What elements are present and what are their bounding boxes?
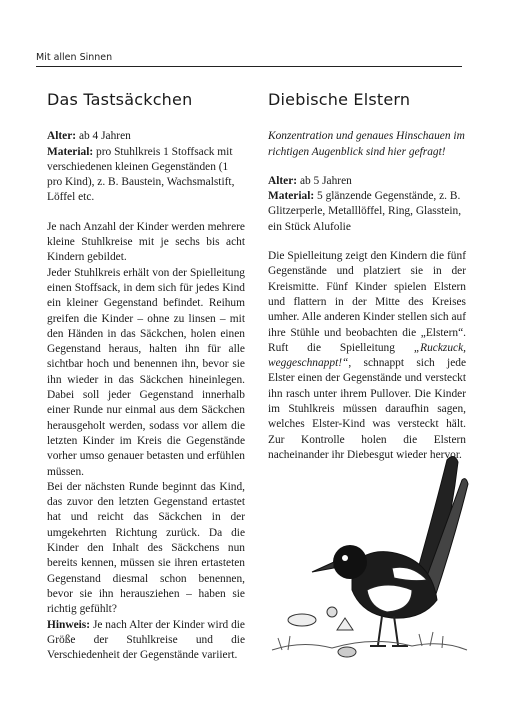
material-label: Material: <box>47 145 94 158</box>
age-line <box>47 129 245 144</box>
age-label: Alter: <box>268 174 298 187</box>
hint-value: Je nach Alter der Kinder wird die Größe der Stuhlkreise und die Verschiedenheit der Gegenstände variiert. <box>47 618 245 662</box>
game-title-elstern: Diebische Elstern <box>268 90 411 109</box>
paragraph-2: Jeder Stuhlkreis erhält von der Spielleitung einen Stoffsack, in dem sich für jedes Kind ein kleiner Gegenstand befindet. Reihum greifen die Kinder – ohne zu linsen – mit den Händen in das Säckchen, holen einen Gegenstand heraus, halten ihn für alle sichtbar hoch und benennen ihn, bevor sie ihn wieder in das Säckchen hineinlegen. Dabei soll jeder Gegenstand innerhalb einer Runde nur einmal aus dem Säckchen herausgeholt werden, sodass vor allem die letzten Kinder im Kreis die Gegenstände vorher umso genauer betasten und erfühlen müssen. <box>47 266 245 478</box>
material-line <box>47 145 245 206</box>
paragraph-1-b: , schnappt sich jede Elster einen der Gegenstände und versteckt ihn rasch unter ihrem Pullover. Die Kinder im Stuhlkreis müssen daraufhin sagen, welches Elster-Kind was versteckt hält. Zur Kontrolle holen die Elstern nacheinander ihr Diebesgut wieder hervor. <box>268 357 466 461</box>
hint-line <box>47 618 245 664</box>
intro-text: Konzentration und genaues Hinschauen im richtigen Augenblick sind hier gefragt! <box>268 130 465 158</box>
material-value: pro Stuhlkreis 1 Stoffsack mit verschiedenen kleinen Gegenständen (1 pro Kind), z. B. Baustein, Wachsmalstift, Löffel etc. <box>47 145 235 204</box>
material-label: Material: <box>268 190 315 203</box>
left-column <box>47 92 245 663</box>
paragraph-1: Je nach Anzahl der Kinder werden mehrere kleine Stuhlkreise mit je sechs bis acht Kindern gebildet. <box>47 220 245 264</box>
right-column <box>268 92 466 463</box>
age-value: ab 4 Jahren <box>78 130 131 143</box>
paragraph-1-a: Die Spielleitung zeigt den Kindern die fünf Gegenstände und platziert sie in der Kreismitte. Fünf Kinder spielen Elstern und flattern in der Mitte des Kreises umher. Alle anderen Kinder stellen sich auf ihre Stühle und beobachten die „Elstern“. Ruft die Spielleitung <box>268 250 466 354</box>
age-value: ab 5 Jahren <box>299 174 352 187</box>
header-rule <box>36 66 462 67</box>
age-label: Alter: <box>47 130 77 143</box>
magpie-illustration <box>262 440 472 680</box>
material-value: 5 glänzende Gegenstände, z. B. Glitzerperle, Metalllöffel, Ring, Glasstein, ein Stück Alufolie <box>268 190 462 233</box>
game-title-tastsaeckchen: Das Tastsäckchen <box>47 90 193 109</box>
material-line <box>268 189 466 235</box>
age-line <box>268 174 466 189</box>
running-header: Mit allen Sinnen <box>36 52 113 63</box>
paragraph-1 <box>268 249 466 463</box>
hint-label: Hinweis: <box>47 618 91 631</box>
paragraph-3: Bei der nächsten Runde beginnt das Kind, das zuvor den letzten Gegenstand ertastet hat und reicht das Säckchen in der umgekehrten Richtung zurück. Da die Kinder den Inhalt des Säckchens nun bereits kennen, müssen sie ihren ertasteten Gegenstand diesmal schon benennen, bevor sie ihn herausziehen – haben sie richtig gefühlt? <box>47 480 245 616</box>
call-phrase: „Ruckzuck, weggeschnappt!“ <box>268 341 466 370</box>
